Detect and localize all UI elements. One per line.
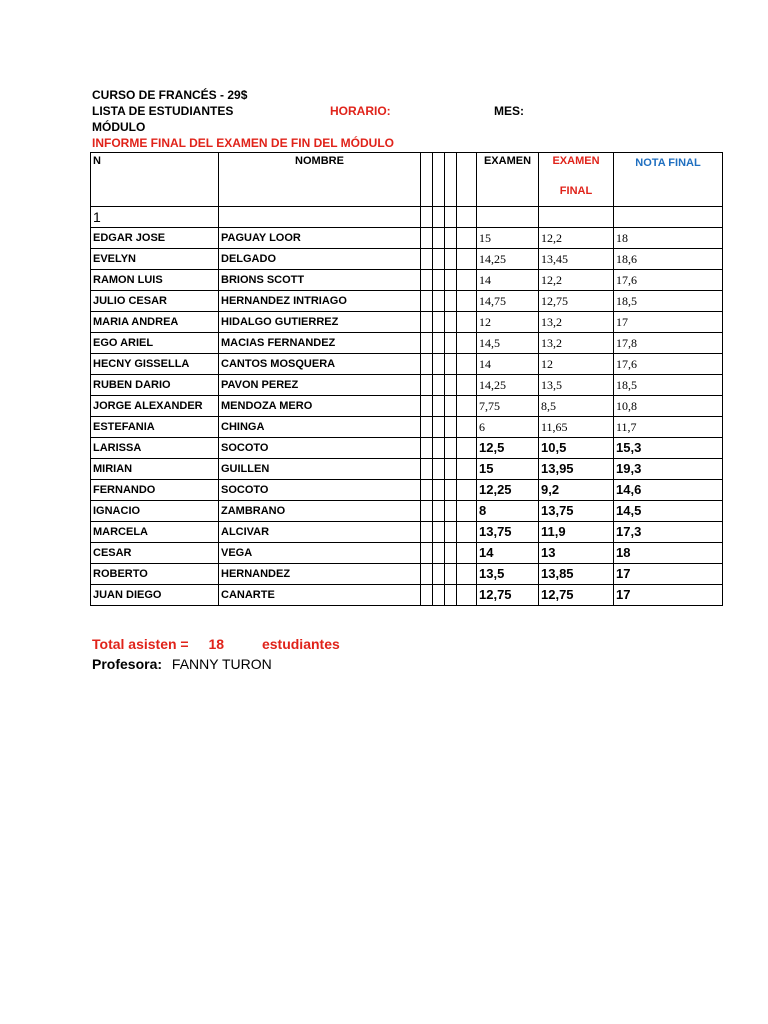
total-unit: estudiantes xyxy=(261,636,340,652)
total-label: Total asisten = xyxy=(92,636,189,652)
total-value: 18 xyxy=(208,636,225,652)
empty-cell xyxy=(457,543,477,564)
exam-cell: 14,75 xyxy=(477,291,539,312)
empty-cell xyxy=(433,543,445,564)
empty-cell xyxy=(433,249,445,270)
table-row xyxy=(91,480,723,501)
empty-cell xyxy=(445,417,457,438)
final-exam-cell: 13,95 xyxy=(539,459,614,480)
final-exam-cell: 12,75 xyxy=(539,291,614,312)
empty-cell xyxy=(433,438,445,459)
final-grade-cell: 18 xyxy=(614,228,723,249)
col-final-grade-header: NOTA FINAL xyxy=(614,153,723,207)
final-grade-cell: 17 xyxy=(614,585,723,606)
first-name-cell: RUBEN DARIO xyxy=(91,375,219,396)
empty-cell xyxy=(445,333,457,354)
final-grade-cell: 18 xyxy=(614,543,723,564)
empty-cell xyxy=(421,249,433,270)
exam-cell: 14,5 xyxy=(477,333,539,354)
empty-cell xyxy=(445,375,457,396)
row-number: 1 xyxy=(91,207,219,228)
teacher-name: FANNY TURON xyxy=(171,656,272,672)
empty-cell xyxy=(457,522,477,543)
empty-cell xyxy=(457,207,477,228)
teacher-label: Profesora: xyxy=(92,656,163,672)
table-row xyxy=(91,501,723,522)
last-name-cell: PAGUAY LOOR xyxy=(219,228,421,249)
empty-cell xyxy=(421,228,433,249)
empty-cell xyxy=(445,354,457,375)
last-name-cell: HERNANDEZ xyxy=(219,564,421,585)
final-grade-cell: 19,3 xyxy=(614,459,723,480)
empty-cell xyxy=(433,396,445,417)
last-name-cell: SOCOTO xyxy=(219,438,421,459)
exam-cell: 12,75 xyxy=(477,585,539,606)
last-name-cell: PAVON PEREZ xyxy=(219,375,421,396)
last-name-cell: HIDALGO GUTIERREZ xyxy=(219,312,421,333)
table-row xyxy=(91,333,723,354)
month-label: MES: xyxy=(494,104,524,118)
empty-cell xyxy=(445,396,457,417)
exam-cell: 12,25 xyxy=(477,480,539,501)
final-grade-cell: 17,3 xyxy=(614,522,723,543)
empty-cell xyxy=(539,207,614,228)
final-grade-cell: 17,8 xyxy=(614,333,723,354)
table-row xyxy=(91,312,723,333)
empty-cell xyxy=(445,543,457,564)
final-grade-cell: 10,8 xyxy=(614,396,723,417)
first-name-cell: EGO ARIEL xyxy=(91,333,219,354)
final-exam-cell: 11,65 xyxy=(539,417,614,438)
final-grade-cell: 17 xyxy=(614,312,723,333)
first-name-cell: LARISSA xyxy=(91,438,219,459)
first-name-cell: MARIA ANDREA xyxy=(91,312,219,333)
empty-cell xyxy=(433,153,445,207)
empty-cell xyxy=(421,354,433,375)
empty-cell xyxy=(457,354,477,375)
table-row xyxy=(91,585,723,606)
empty-cell xyxy=(457,228,477,249)
last-name-cell: SOCOTO xyxy=(219,480,421,501)
empty-cell xyxy=(421,564,433,585)
table-row xyxy=(91,396,723,417)
empty-cell xyxy=(219,207,421,228)
exam-cell: 6 xyxy=(477,417,539,438)
table-row xyxy=(91,228,723,249)
total-line xyxy=(92,636,340,652)
col-final-exam-line2: FINAL xyxy=(559,185,593,197)
last-name-cell: MACIAS FERNANDEZ xyxy=(219,333,421,354)
student-list-label: LISTA DE ESTUDIANTES xyxy=(92,104,234,118)
last-name-cell: HERNANDEZ INTRIAGO xyxy=(219,291,421,312)
empty-cell xyxy=(421,522,433,543)
last-name-cell: BRIONS SCOTT xyxy=(219,270,421,291)
empty-cell xyxy=(445,291,457,312)
col-final-exam-header xyxy=(539,153,614,207)
last-name-cell: DELGADO xyxy=(219,249,421,270)
empty-cell xyxy=(421,312,433,333)
empty-cell xyxy=(457,480,477,501)
final-exam-cell: 12,2 xyxy=(539,270,614,291)
empty-cell xyxy=(421,375,433,396)
exam-cell: 8 xyxy=(477,501,539,522)
final-exam-cell: 13,45 xyxy=(539,249,614,270)
exam-cell: 14,25 xyxy=(477,249,539,270)
grades-table xyxy=(90,152,723,606)
exam-cell: 14 xyxy=(477,354,539,375)
first-name-cell: JUAN DIEGO xyxy=(91,585,219,606)
empty-cell xyxy=(433,312,445,333)
empty-cell xyxy=(421,153,433,207)
last-name-cell: MENDOZA MERO xyxy=(219,396,421,417)
empty-cell xyxy=(433,522,445,543)
final-grade-cell: 14,6 xyxy=(614,480,723,501)
table-row xyxy=(91,291,723,312)
empty-cell xyxy=(433,291,445,312)
empty-cell xyxy=(433,585,445,606)
first-name-cell: RAMON LUIS xyxy=(91,270,219,291)
last-name-cell: CHINGA xyxy=(219,417,421,438)
empty-cell xyxy=(457,585,477,606)
empty-cell xyxy=(445,153,457,207)
empty-cell xyxy=(433,501,445,522)
empty-cell xyxy=(445,459,457,480)
final-grade-cell: 11,7 xyxy=(614,417,723,438)
final-exam-cell: 8,5 xyxy=(539,396,614,417)
empty-cell xyxy=(457,417,477,438)
last-name-cell: CANTOS MOSQUERA xyxy=(219,354,421,375)
final-grade-cell: 17,6 xyxy=(614,270,723,291)
empty-cell xyxy=(433,459,445,480)
empty-cell xyxy=(445,207,457,228)
exam-cell: 7,75 xyxy=(477,396,539,417)
final-grade-cell: 17,6 xyxy=(614,354,723,375)
empty-cell xyxy=(433,564,445,585)
final-grade-cell: 17 xyxy=(614,564,723,585)
first-name-cell: HECNY GISSELLA xyxy=(91,354,219,375)
empty-cell xyxy=(445,501,457,522)
table-row xyxy=(91,417,723,438)
final-exam-cell: 13,2 xyxy=(539,312,614,333)
empty-cell xyxy=(457,153,477,207)
empty-cell xyxy=(457,564,477,585)
table-row xyxy=(91,564,723,585)
empty-cell xyxy=(457,270,477,291)
empty-cell xyxy=(477,207,539,228)
exam-cell: 15 xyxy=(477,228,539,249)
empty-cell xyxy=(457,459,477,480)
final-grade-cell: 18,6 xyxy=(614,249,723,270)
first-name-cell: ROBERTO xyxy=(91,564,219,585)
col-final-exam-line1: EXAMEN xyxy=(552,155,600,167)
report-title: INFORME FINAL DEL EXAMEN DE FIN DEL MÓDULO xyxy=(92,136,395,150)
number-row xyxy=(91,207,723,228)
final-exam-cell: 13,85 xyxy=(539,564,614,585)
first-name-cell: JORGE ALEXANDER xyxy=(91,396,219,417)
table-row xyxy=(91,270,723,291)
first-name-cell: EDGAR JOSE xyxy=(91,228,219,249)
empty-cell xyxy=(457,396,477,417)
empty-cell xyxy=(433,375,445,396)
empty-cell xyxy=(421,333,433,354)
empty-cell xyxy=(445,522,457,543)
empty-cell xyxy=(421,270,433,291)
col-n-header: N xyxy=(91,153,219,207)
exam-cell: 12 xyxy=(477,312,539,333)
empty-cell xyxy=(421,396,433,417)
empty-cell xyxy=(421,291,433,312)
empty-cell xyxy=(457,375,477,396)
exam-cell: 14 xyxy=(477,543,539,564)
empty-cell xyxy=(445,585,457,606)
first-name-cell: EVELYN xyxy=(91,249,219,270)
final-exam-cell: 11,9 xyxy=(539,522,614,543)
table-row xyxy=(91,354,723,375)
final-exam-cell: 12,75 xyxy=(539,585,614,606)
table-row xyxy=(91,543,723,564)
table-row xyxy=(91,459,723,480)
empty-cell xyxy=(445,249,457,270)
table-row xyxy=(91,438,723,459)
final-exam-cell: 13 xyxy=(539,543,614,564)
first-name-cell: MIRIAN xyxy=(91,459,219,480)
final-exam-cell: 12,2 xyxy=(539,228,614,249)
empty-cell xyxy=(433,333,445,354)
first-name-cell: CESAR xyxy=(91,543,219,564)
empty-cell xyxy=(421,438,433,459)
first-name-cell: JULIO CESAR xyxy=(91,291,219,312)
table-row xyxy=(91,249,723,270)
empty-cell xyxy=(457,501,477,522)
empty-cell xyxy=(445,312,457,333)
empty-cell xyxy=(433,417,445,438)
final-exam-cell: 9,2 xyxy=(539,480,614,501)
empty-cell xyxy=(445,480,457,501)
exam-cell: 14 xyxy=(477,270,539,291)
empty-cell xyxy=(445,228,457,249)
empty-cell xyxy=(433,480,445,501)
final-exam-cell: 13,2 xyxy=(539,333,614,354)
final-grade-cell: 18,5 xyxy=(614,291,723,312)
empty-cell xyxy=(445,270,457,291)
exam-cell: 15 xyxy=(477,459,539,480)
teacher-line xyxy=(92,656,272,672)
empty-cell xyxy=(421,207,433,228)
empty-cell xyxy=(421,480,433,501)
empty-cell xyxy=(421,585,433,606)
last-name-cell: ALCIVAR xyxy=(219,522,421,543)
empty-cell xyxy=(421,459,433,480)
empty-cell xyxy=(457,312,477,333)
empty-cell xyxy=(421,417,433,438)
empty-cell xyxy=(433,207,445,228)
first-name-cell: IGNACIO xyxy=(91,501,219,522)
exam-cell: 13,5 xyxy=(477,564,539,585)
last-name-cell: GUILLEN xyxy=(219,459,421,480)
final-exam-cell: 13,75 xyxy=(539,501,614,522)
final-exam-cell: 13,5 xyxy=(539,375,614,396)
empty-cell xyxy=(421,501,433,522)
empty-cell xyxy=(445,438,457,459)
col-exam-header: EXAMEN xyxy=(477,153,539,207)
col-name-header: NOMBRE xyxy=(219,153,421,207)
final-exam-cell: 10,5 xyxy=(539,438,614,459)
module-label: MÓDULO xyxy=(92,120,146,134)
empty-cell xyxy=(445,564,457,585)
course-title: CURSO DE FRANCÉS - 29$ xyxy=(92,88,248,102)
table-row xyxy=(91,522,723,543)
table-row xyxy=(91,375,723,396)
final-grade-cell: 14,5 xyxy=(614,501,723,522)
empty-cell xyxy=(457,249,477,270)
final-grade-cell: 15,3 xyxy=(614,438,723,459)
first-name-cell: MARCELA xyxy=(91,522,219,543)
student-rows xyxy=(91,228,723,606)
schedule-label: HORARIO: xyxy=(330,104,391,118)
empty-cell xyxy=(614,207,723,228)
empty-cell xyxy=(433,354,445,375)
empty-cell xyxy=(457,438,477,459)
final-exam-cell: 12 xyxy=(539,354,614,375)
last-name-cell: ZAMBRANO xyxy=(219,501,421,522)
header-row xyxy=(91,153,723,207)
exam-cell: 12,5 xyxy=(477,438,539,459)
last-name-cell: VEGA xyxy=(219,543,421,564)
empty-cell xyxy=(433,270,445,291)
exam-cell: 13,75 xyxy=(477,522,539,543)
empty-cell xyxy=(457,291,477,312)
last-name-cell: CANARTE xyxy=(219,585,421,606)
empty-cell xyxy=(433,228,445,249)
final-grade-cell: 18,5 xyxy=(614,375,723,396)
empty-cell xyxy=(421,543,433,564)
first-name-cell: ESTEFANIA xyxy=(91,417,219,438)
empty-cell xyxy=(457,333,477,354)
exam-cell: 14,25 xyxy=(477,375,539,396)
first-name-cell: FERNANDO xyxy=(91,480,219,501)
